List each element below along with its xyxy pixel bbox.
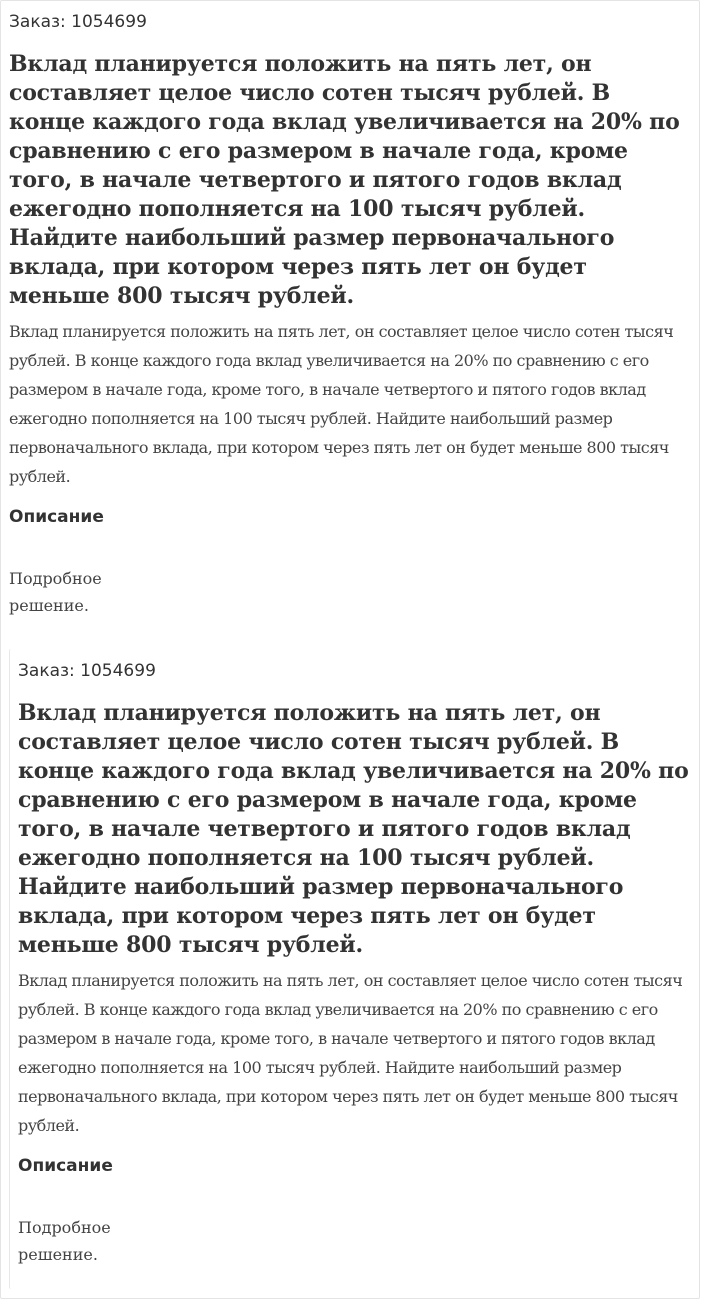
problem-title: Вклад планируется положить на пять лет, он составляет целое число сотен тысяч рублей. В конце каждого года вклад увеличивается на 20% по сравнению с его размером в начале года, кроме того, в начале четвертого и пятого годов вклад ежегодно пополняется на 100 тысяч рублей. Найдите наибольший размер первоначального вклада, при котором через пять лет он будет меньше 800 тысяч рублей.	[9, 51, 680, 309]
description-text: Подробное решение.	[9, 569, 102, 615]
order-number: Заказ: 1054699	[9, 12, 147, 32]
order-number: Заказ: 1054699	[18, 661, 156, 681]
description-heading: Описание	[9, 507, 104, 527]
description-text: Подробное решение.	[18, 1218, 111, 1264]
description-heading: Описание	[18, 1156, 113, 1176]
problem-text: Вклад планируется положить на пять лет, он составляет целое число сотен тысяч рублей. В конце каждого года вклад увеличивается на 20% по сравнению с его размером в начале года, кроме того, в начале четвертого и пятого годов вклад ежегодно пополняется на 100 тысяч рублей. Найдите наибольший размер первоначального вклада, при котором через пять лет он будет меньше 800 тысяч рублей.	[9, 322, 674, 486]
problem-title: Вклад планируется положить на пять лет, он составляет целое число сотен тысяч рублей. В конце каждого года вклад увеличивается на 20% по сравнению с его размером в начале года, кроме того, в начале четвертого и пятого годов вклад ежегодно пополняется на 100 тысяч рублей. Найдите наибольший размер первоначального вклада, при котором через пять лет он будет меньше 800 тысяч рублей.	[18, 700, 689, 958]
order-block-nested	[18, 649, 692, 1289]
problem-text: Вклад планируется положить на пять лет, он составляет целое число сотен тысяч рублей. В конце каждого года вклад увеличивается на 20% по сравнению с его размером в начале года, кроме того, в начале четвертого и пятого годов вклад ежегодно пополняется на 100 тысяч рублей. Найдите наибольший размер первоначального вклада, при котором через пять лет он будет меньше 800 тысяч рублей.	[18, 971, 683, 1135]
order-block	[9, 0, 693, 640]
